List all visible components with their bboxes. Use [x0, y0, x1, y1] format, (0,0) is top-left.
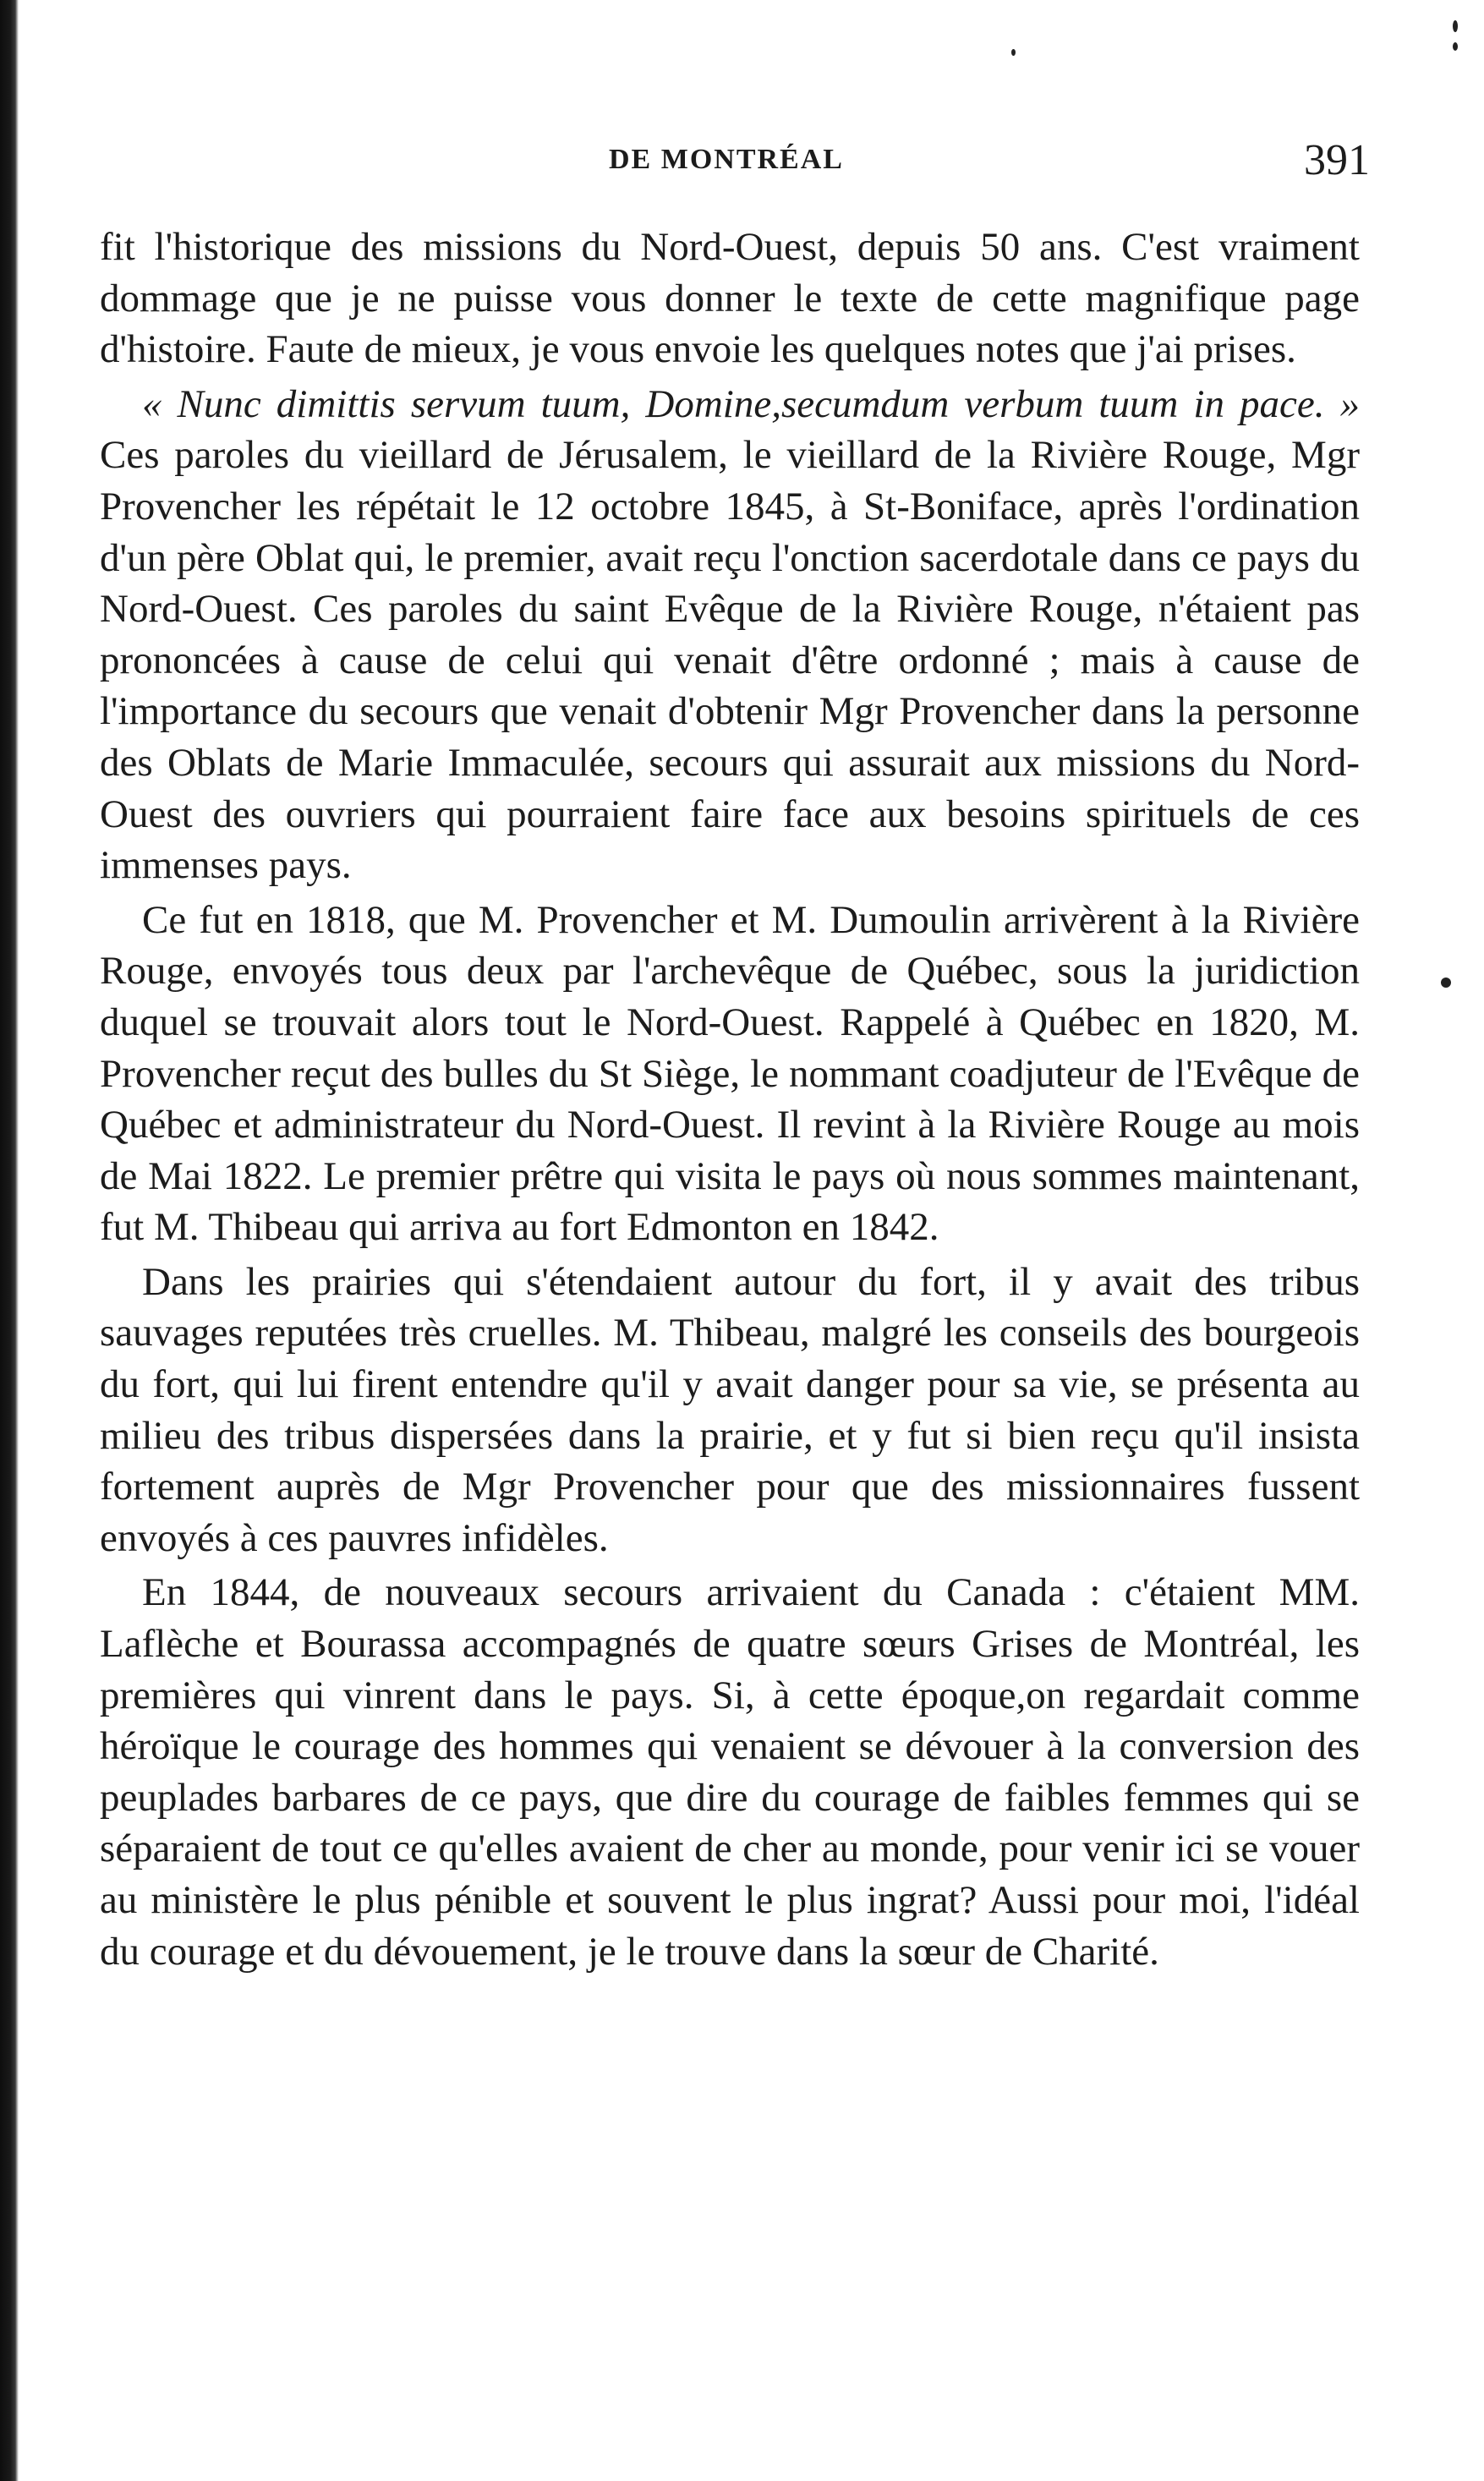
print-speck [1453, 42, 1458, 51]
body-text [100, 222, 1360, 1977]
latin-quote: « Nunc dimittis servum tuum, Domine,secumdum verbum tuum in pace. » [142, 381, 1360, 426]
paragraph-text: Ces paroles du vieillard de Jérusalem, le vieillard de la Rivière Rouge, Mgr Provencher les répétait le 12 octobre 1845, à St-Boniface, après l'ordination d'un père Oblat qui, le premier, avait reçu l'onction sacerdotale dans ce pays du Nord-Ouest. Ces paroles du saint Evêque de la Rivière Rouge, n'étaient pas prononcées à cause de celui qui venait d'être ordonné ; mais à cause de l'importance du secours que venait d'obtenir Mgr Provencher dans la personne des Oblats de Marie Immaculée, secours qui assurait aux missions du Nord-Ouest des ouvriers qui pourraient faire face aux besoins spirituels de ces immenses pays. [100, 433, 1360, 888]
paragraph-text: En 1844, de nouveaux secours arrivaient du Canada : c'étaient MM. Laflèche et Bourassa accompagnés de quatre sœurs Grises de Montréal, les premières qui vinrent dans le pays. Si, à cette époque,on regardait comme héroïque le courage des hommes qui venaient se dévouer à la conversion des peuplades barbares de ce pays, que dire du courage de faibles femmes qui se séparaient de tout ce qu'elles avaient de cher au monde, pour venir ici se vouer au ministère le plus pénible et souvent le plus ingrat? Aussi pour moi, l'idéal du courage et du dévouement, je le trouve dans la sœur de Charité. [100, 1570, 1360, 1974]
running-head: DE MONTRÉAL [609, 144, 844, 175]
paragraph-text: Ce fut en 1818, que M. Provencher et M. Dumoulin arrivèrent à la Rivière Rouge, envoyés tous deux par l'archevêque de Québec, sous la juridiction duquel se trouvait alors tout le Nord-Ouest. Rappelé à Québec en 1820, M. Provencher reçut des bulles du St Siège, le nommant coadjuteur de l'Evêque de Québec et administrateur du Nord-Ouest. Il revint à la Rivière Rouge au mois de Mai 1822. Le premier prêtre qui visita le pays où nous sommes maintenant, fut M. Thibeau qui arriva au fort Edmonton en 1842. [100, 897, 1360, 1250]
binding-edge [0, 0, 19, 2481]
print-speck [1441, 978, 1451, 988]
print-speck [1453, 20, 1458, 32]
paragraph-3 [100, 895, 1360, 1253]
paragraph-5 [100, 1567, 1360, 1977]
paragraph-2 [100, 379, 1360, 891]
paragraph-4 [100, 1257, 1360, 1564]
page-number: 391 [1304, 136, 1370, 184]
paragraph-text: Dans les prairies qui s'étendaient autour du fort, il y avait des tribus sauvages reputées très cruelles. M. Thibeau, malgré les conseils des bourgeois du fort, qui lui firent entendre qu'il y avait danger pour sa vie, se présenta au milieu des tribus dispersées dans la prairie, et y fut si bien reçu qu'il insista fortement auprès de Mgr Provencher pour que des missionnaires fussent envoyés à ces pauvres infidèles. [100, 1259, 1360, 1560]
print-speck [1011, 49, 1016, 56]
paragraph-text: fit l'historique des missions du Nord-Ouest, depuis 50 ans. C'est vraiment dommage que je ne puisse vous donner le texte de cette magnifique page d'histoire. Faute de mieux, je vous envoie les quelques notes que j'ai prises. [100, 225, 1360, 372]
paragraph-1 [100, 222, 1360, 375]
page-header [101, 135, 1370, 186]
